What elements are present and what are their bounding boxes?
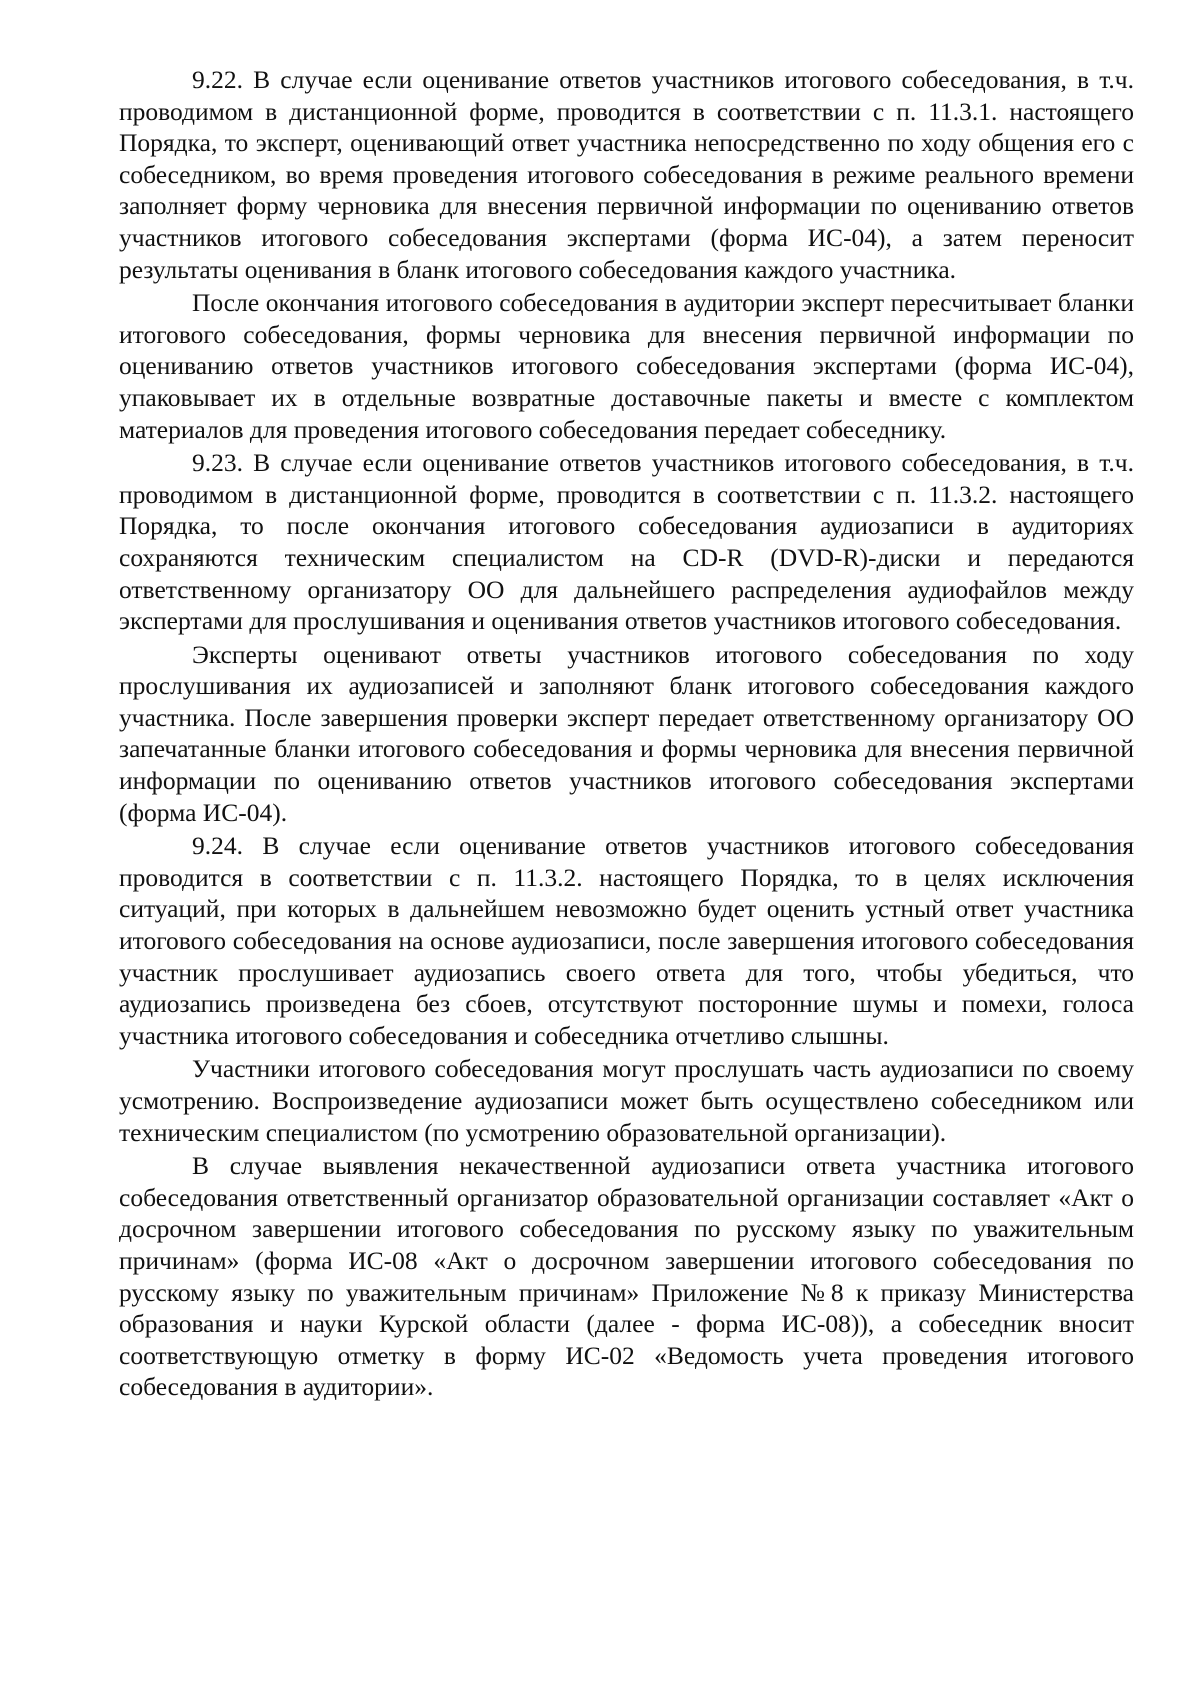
paragraph-poor-audio: В случае выявления некачественной аудиозаписи ответа участника итогового собеседования ответственный организатор образовательной организации составляет «Акт о досрочном завершении итогового собеседования по русскому языку по уважительным причинам» (форма ИС-08 «Акт о досрочном завершении итогового собеседования по русскому языку по уважительным причинам» Приложение №8 к приказу Министерства образования и науки Курской области (далее - форма ИС-08)), а собеседник вносит соответствующую отметку в форму ИС-02 «Ведомость учета проведения итогового собеседования в аудитории».: [119, 1151, 1134, 1402]
paragraph-after-interview: После окончания итогового собеседования в аудитории эксперт пересчитывает бланки итогового собеседования, формы черновика для внесения первичной информации по оцениванию ответов участников итогового собеседования экспертами (форма ИС-04), упаковывает их в отдельные возвратные доставочные пакеты и вместе с комплектом материалов для проведения итогового собеседования передает собеседнику.: [119, 288, 1134, 444]
paragraph-9-24: 9.24. В случае если оценивание ответов участников итогового собеседования проводится в соответствии с п. 11.3.2. настоящего Порядка, то в целях исключения ситуаций, при которых в дальнейшем невозможно будет оценить устный ответ участника итогового собеседования на основе аудиозаписи, после завершения итогового собеседования участник прослушивает аудиозапись своего ответа для того, чтобы убедиться, что аудиозапись произведена без сбоев, отсутствуют посторонние шумы и помехи, голоса участника итогового собеседования и собеседника отчетливо слышны.: [119, 831, 1134, 1050]
paragraph-9-23: 9.23. В случае если оценивание ответов участников итогового собеседования, в т.ч. проводимом в дистанционной форме, проводится в соответствии с п. 11.3.2. настоящего Порядка, то после окончания итогового собеседования аудиозаписи в аудиториях сохраняются техническим специалистом на CD-R (DVD-R)-диски и передаются ответственному организатору ОО для дальнейшего распределения аудиофайлов между экспертами для прослушивания и оценивания ответов участников итогового собеседования.: [119, 448, 1134, 636]
paragraph-participants-listen: Участники итогового собеседования могут прослушать часть аудиозаписи по своему усмотрению. Воспроизведение аудиозаписи может быть осуществлено собеседником или техническим специалистом (по усмотрению образовательной организации).: [119, 1054, 1134, 1147]
paragraph-9-22: 9.22. В случае если оценивание ответов участников итогового собеседования, в т.ч. проводимом в дистанционной форме, проводится в соответствии с п. 11.3.1. настоящего Порядка, то эксперт, оценивающий ответ участника непосредственно по ходу общения его с собеседником, во время проведения итогового собеседования в режиме реального времени заполняет форму черновика для внесения первичной информации по оцениванию ответов участников итогового собеседования экспертами (форма ИС-04), а затем переносит результаты оценивания в бланк итогового собеседования каждого участника.: [119, 65, 1134, 284]
paragraph-experts-evaluate: Эксперты оценивают ответы участников итогового собеседования по ходу прослушивания их аудиозаписей и заполняют бланк итогового собеседования каждого участника. После завершения проверки эксперт передает ответственному организатору ОО запечатанные бланки итогового собеседования и формы черновика для внесения первичной информации по оцениванию ответов участников итогового собеседования экспертами (форма ИС-04).: [119, 639, 1134, 827]
